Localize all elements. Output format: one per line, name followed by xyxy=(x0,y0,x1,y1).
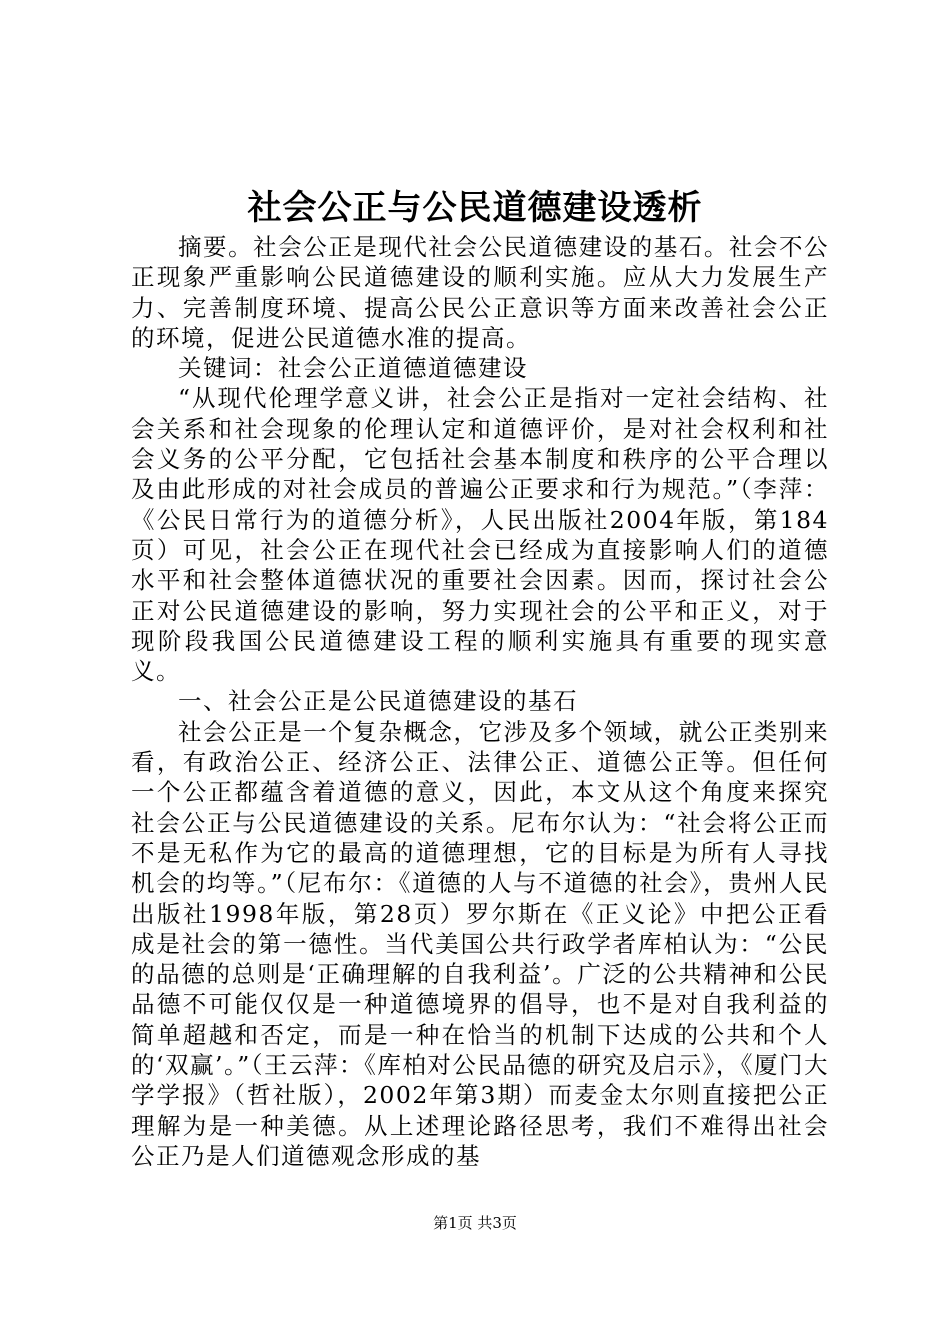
intro-paragraph: “从现代伦理学意义讲，社会公正是指对一定社会结构、社会关系和社会现象的伦理认定和道德评价，是对社会权利和社会义务的公平分配，它包括社会基本制度和秩序的公平合理以及由此形成的对社会成员的普遍公正要求和行为规范。”（李萍：《公民日常行为的道德分析》，人民出版社2004年版，第184页）可见，社会公正在现代社会已经成为直接影响人们的道德水平和社会整体道德状况的重要社会因素。因而，探讨社会公正对公民道德建设的影响，努力实现社会的公平和正义，对于现阶段我国公民道德建设工程的顺利实施具有重要的现实意义。 xyxy=(131,384,829,686)
document-title: 社会公正与公民道德建设透析 xyxy=(247,188,703,228)
abstract-paragraph: 摘要。社会公正是现代社会公民道德建设的基石。社会不公正现象严重影响公民道德建设的顺利实施。应从大力发展生产力、完善制度环境、提高公民公正意识等方面来改善社会公正的环境，促进公民道德水准的提高。 xyxy=(131,233,829,352)
document-body xyxy=(131,232,829,1171)
section-heading: 一、社会公正是公民道德建设的基石 xyxy=(178,687,578,716)
section-paragraph: 社会公正是一个复杂概念，它涉及多个领域，就公正类别来看，有政治公正、经济公正、法律公正、道德公正等。但任何一个公正都蕴含着道德的意义，因此，本文从这个角度来探究社会公正与公民道德建设的关系。尼布尔认为：“社会将公正而不是无私作为它的最高的道德理想，它的目标是为所有人寻找机会的均等。”（尼布尔：《道德的人与不道德的社会》，贵州人民出版社1998年版，第28页）罗尔斯在《正义论》中把公正看成是社会的第一德性。当代美国公共行政学者库柏认为：“公民的品德的总则是‘正确理解的自我利益’。广泛的公共精神和公民品德不可能仅仅是一种道德境界的倡导，也不是对自我利益的简单超越和否定，而是一种在恰当的机制下达成的公共和个人的‘双赢’。”（王云萍：《库柏对公民品德的研究及启示》，《厦门大学学报》（哲社版），2002年第3期）而麦金太尔则直接把公正理解为是一种美德。从上述理论路径思考，我们不难得出社会公正乃是人们道德观念形成的基 xyxy=(131,717,829,1170)
keywords-line: 关键词：社会公正道德道德建设 xyxy=(178,354,528,383)
page-footer: 第1页 共3页 xyxy=(433,1214,517,1232)
